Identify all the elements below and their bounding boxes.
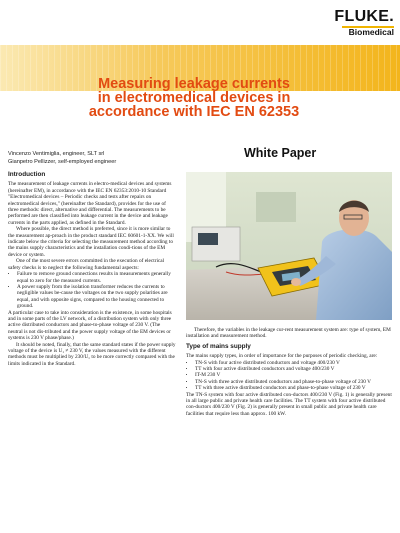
document-type-label: White Paper <box>244 146 317 160</box>
authors-block <box>8 150 116 166</box>
document-title <box>34 77 354 119</box>
list-item: • IT-M 230 V <box>195 372 392 378</box>
list-item: • TN-S with four active distributed conductors and voltage 400/230 V <box>195 360 392 366</box>
list-item: • A power supply from the isolation transformer reduces the currents to negligible values be-cause the voltages on the two supply polarities are equal, and with opposite signs, compared to the housing connected to ground. <box>17 284 176 310</box>
section-heading-introduction: Introduction <box>8 171 46 178</box>
right-column <box>186 327 392 417</box>
author-line: Gianpetro Pellizzer, self-employed engineer <box>8 159 117 165</box>
title-line: Measuring leakage currents <box>98 76 290 92</box>
paragraph: Where possible, the direct method is preferred, since it is more similar to the measurement ap-proach in the product standard IEC 60601-1-XX. We will indicate below the criteria for selecting the measurement method according to the mains supply characteristics and the installation condi-tions of the EM device or system. <box>8 226 174 258</box>
bullet-list <box>186 360 392 392</box>
paragraph: The mains supply types, in order of importance for the purposes of periodic checking, are: <box>186 353 378 360</box>
paragraph: One of the most severe errors committed in the execution of electrical safety checks is to neglect the following fundamental aspects: <box>8 258 165 271</box>
title-line: accordance with IEC EN 62353 <box>88 104 300 120</box>
brand-wordmark: FLUKE. <box>334 8 394 25</box>
paragraph: A particular case to take into consideration is the existence, in some hospitals and in some parts of the LV network, of a distribution system with only three active distributed conductors and phase-to-phase voltage of 230 V. (The neutral is not dis-tributed and the power supply voltage of the EM devices or systems is 230 V phase/phase.) <box>8 309 172 342</box>
fluke-logo <box>318 8 394 38</box>
list-item: • TT with four active distributed conductors and voltage 400/230 V <box>195 366 392 372</box>
list-item: • Failure to remove ground connections results in measurements generally equal to zero for the measured currents. <box>17 271 176 284</box>
section-heading-mains-supply: Type of mains supply <box>186 342 251 350</box>
paragraph: The measurement of leakage currents in electro-medical devices and systems (hereinafter EM), in accordance with the IEC EN 62353:2010-10 Standard "Electromedical devices – Periodic checks and tests after repairs on electromedical devices," (hereinafter the Standard), provides for the use of three methods: direct, alternative and differential. The measurements to be performed are then classified into leakage current in the device and leakage currents in the parts applied, as defined in the Standard. <box>8 181 172 226</box>
photo-illustration <box>186 172 392 320</box>
division-label: Biomedical <box>348 27 394 37</box>
bullet-list <box>8 271 176 309</box>
technician-photo <box>186 172 392 320</box>
list-item: • TN-S with three active distributed conductors and phase-to-phase voltage of 230 V <box>195 379 392 385</box>
left-column <box>8 172 176 367</box>
title-line: in electromedical devices in <box>97 90 291 106</box>
list-item: • TT with three active distributed conductors and phase-to-phase voltage of 230 V <box>195 385 392 391</box>
paragraph: It should be noted, finally, that the same standard states if the power supply voltage of the device is U₁ ≠ 230 V, the values measured with the different methods must be multiplied by 230/U₁ to be more correctly compared with the limits indicated in the Standard. <box>8 341 176 367</box>
paragraph: Therefore, the variables in the leakage cur-rent measurement system are: type of system, EM installation and measurement method. <box>186 327 391 340</box>
author-line: Vincenzo Ventimiglia, engineer, SLT srl <box>8 151 105 157</box>
paragraph: The TN-S system with four active distributed con-ductors 400/230 V (Fig. 1) is generally present in all large public and private health care facilities. The TT system with four active distributed con-ductors 400/230 V (Fig. 2) is generally present in small public and private health care facilities that require less than approx. 100 kW. <box>186 391 392 417</box>
